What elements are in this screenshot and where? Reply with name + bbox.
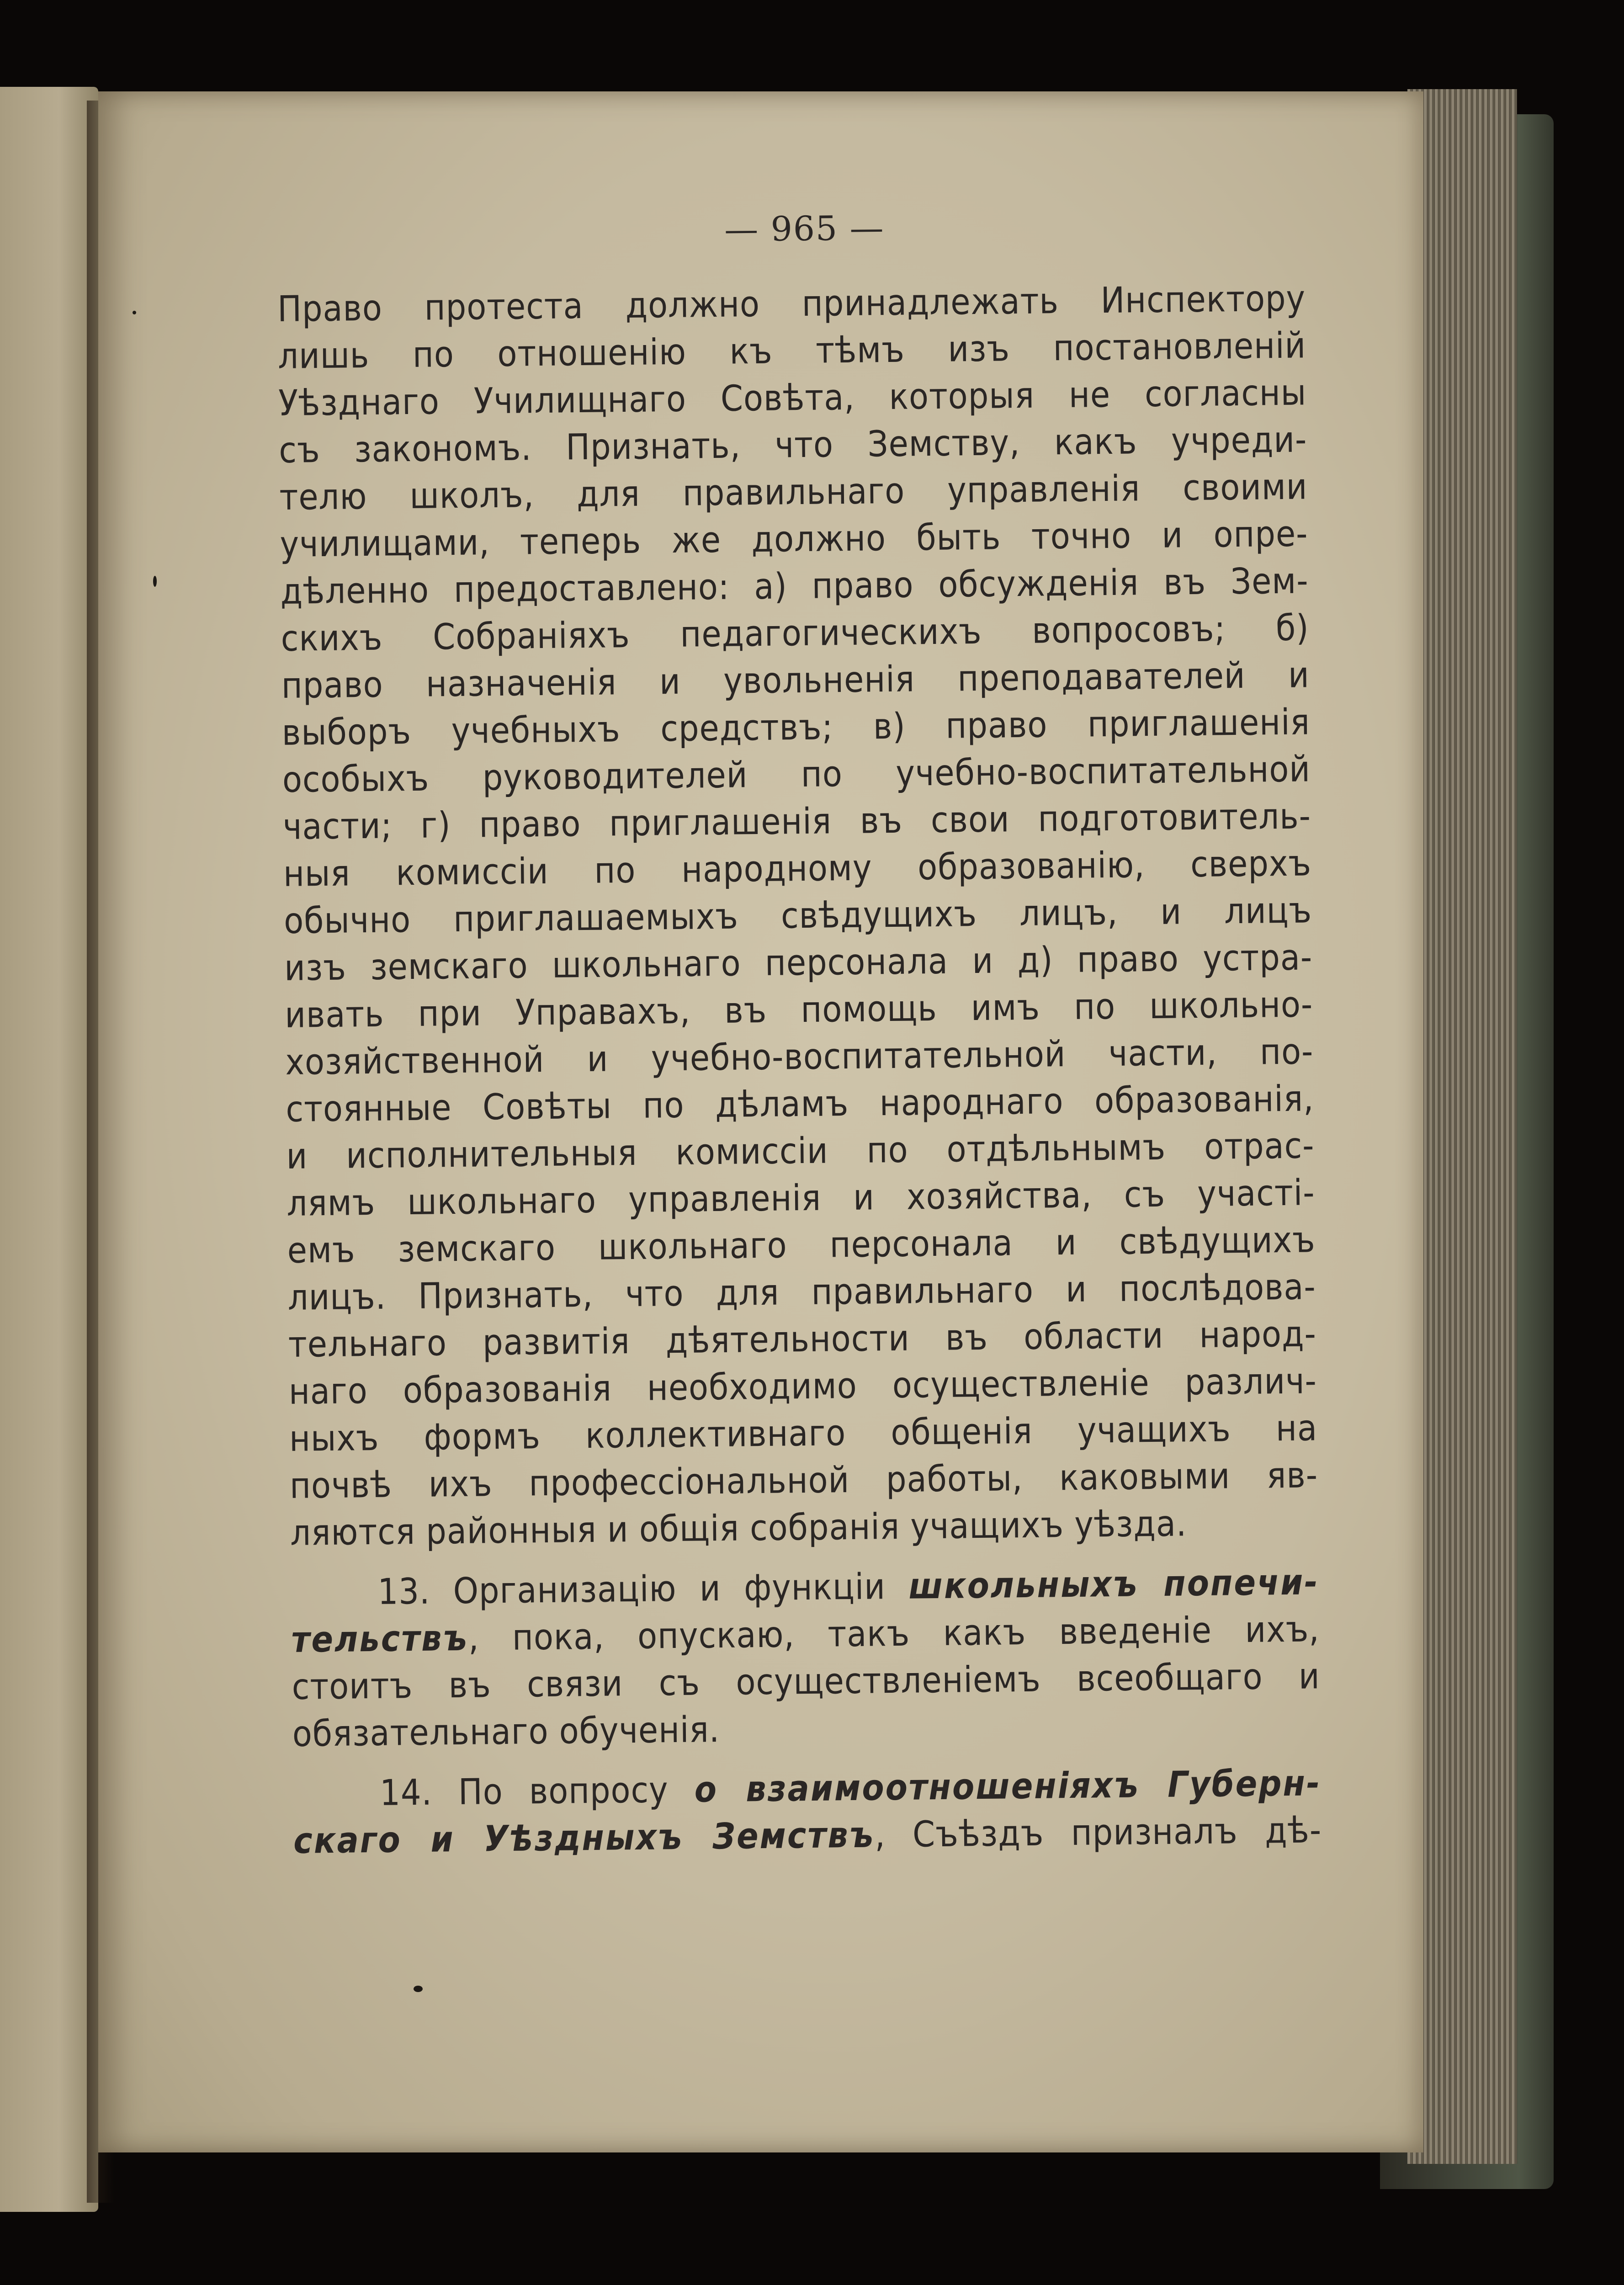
text-line: почвѣ ихъ профессіональной работы, каковыми яв- (289, 1455, 1318, 1507)
text-line: ивать при Управахъ, въ помощь имъ по школьно- (284, 984, 1313, 1036)
text-run: 13. Организацію и функціи (377, 1566, 909, 1613)
text-line: право назначенія и увольненія преподавателей и (281, 654, 1310, 707)
text-line: лишь по отношенію къ тѣмъ изъ постановленій (277, 325, 1306, 377)
text-line: части; г) право приглашенія въ свои подготовитель- (282, 796, 1311, 848)
text-line: дѣленно предоставлено: а) право обсужденія въ Зем- (280, 560, 1309, 612)
text-line: особыхъ руководителей по учебно-воспитательной (282, 749, 1311, 801)
italic-text-run: о взаимоотношеніяхъ Губерн- (694, 1763, 1321, 1811)
text-line: Право протеста должно принадлежать Инспектору (277, 278, 1306, 330)
text-line: скихъ Собраніяхъ педагогическихъ вопросовъ; б) (281, 607, 1310, 659)
italic-text-run: скаго и Уѣздныхъ Земствъ (293, 1814, 875, 1862)
text-line: и исполнительныя комиссіи по отдѣльнымъ отрас- (286, 1125, 1315, 1177)
text-run: , пока, опускаю, такъ какъ введеніе ихъ, (468, 1609, 1320, 1659)
page-number: — 965 — (724, 208, 885, 250)
text-line: обычно приглашаемыхъ свѣдущихъ лицъ, и лицъ (283, 890, 1312, 942)
page-stack-edge (1407, 89, 1517, 2164)
ink-speck (414, 1986, 423, 1992)
text-line: Уѣзднаго Училищнаго Совѣта, которыя не согласны (278, 372, 1307, 424)
ink-speck (133, 311, 136, 314)
text-line: наго образованія необходимо осуществленіе различ- (288, 1360, 1317, 1413)
text-line: лицъ. Признать, что для правильнаго и послѣдова- (287, 1266, 1316, 1318)
paragraph-13-line: обязательнаго обученія. (292, 1709, 720, 1755)
text-line: хозяйственной и учебно-воспитательной части, по- (285, 1031, 1314, 1083)
book-page (98, 91, 1423, 2152)
text-line: изъ земскаго школьнаго персонала и д) право устра- (284, 937, 1313, 989)
ink-speck (153, 576, 157, 587)
text-run: 14. По вопросу (379, 1769, 695, 1814)
text-line: телю школъ, для правильнаго управленія своими (279, 466, 1308, 518)
text-line: ляются районныя и общія собранія учащихъ уѣзда. (290, 1503, 1187, 1554)
italic-text-run: школьныхъ попечи- (908, 1562, 1319, 1607)
text-line: выборъ учебныхъ средствъ; в) право приглашенія (281, 701, 1311, 754)
text-line: тельнаго развитія дѣятельности въ области народ- (288, 1313, 1317, 1366)
text-run: , Съѣздъ призналъ дѣ- (874, 1810, 1322, 1856)
text-line: съ закономъ. Признать, что Земству, какъ учреди- (278, 419, 1307, 471)
text-line: ныя комиссіи по народному образованію, сверхъ (283, 843, 1312, 895)
text-line: стоянные Совѣты по дѣламъ народнаго образованія, (286, 1078, 1314, 1130)
text-line: ныхъ формъ коллективнаго общенія учащихъ на (289, 1408, 1318, 1460)
paragraph-13-line: стоитъ въ связи съ осуществленіемъ всеобщаго и (292, 1656, 1321, 1708)
previous-page-edge (0, 87, 98, 2212)
paragraph-12-text (277, 275, 1319, 1557)
page-text-block (276, 204, 1322, 1865)
text-line: училищами, теперь же должно быть точно и опре- (280, 513, 1308, 565)
italic-text-run: тельствъ (291, 1617, 469, 1661)
text-line: лямъ школьнаго управленія и хозяйства, съ участі- (287, 1172, 1316, 1224)
text-line: емъ земскаго школьнаго персонала и свѣдущихъ (287, 1219, 1316, 1271)
